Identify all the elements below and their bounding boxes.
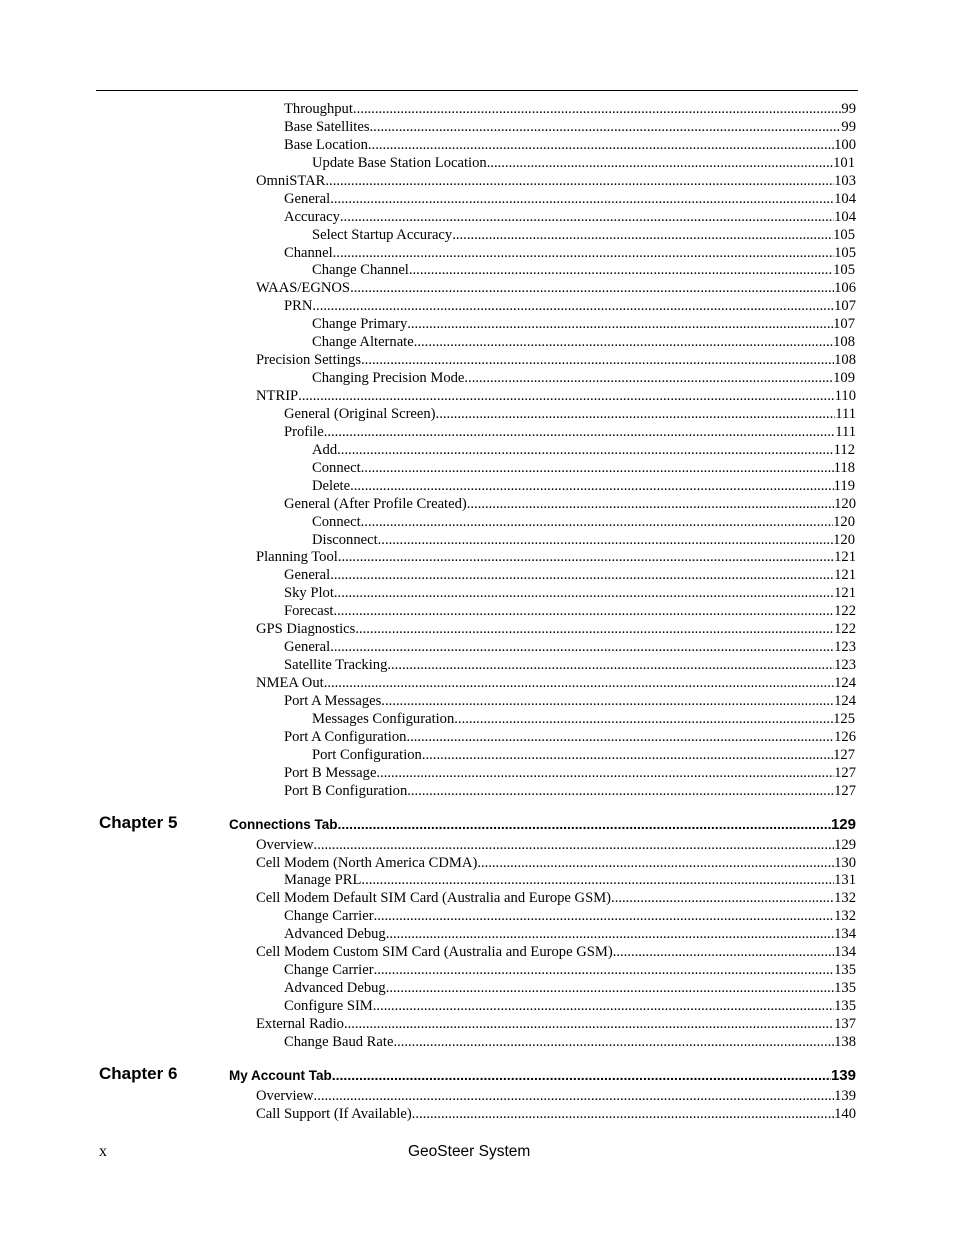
dot-leader: [611, 890, 834, 908]
toc-entry: [256, 855, 856, 873]
toc-entry: [256, 549, 856, 567]
dot-leader: [334, 585, 834, 603]
chapter-label: Chapter 5: [99, 812, 178, 832]
dot-leader: [452, 227, 833, 245]
dot-leader: [386, 980, 834, 998]
dot-leader: [386, 926, 834, 944]
chapter-label: Chapter 6: [99, 1063, 178, 1083]
dot-leader: [330, 191, 834, 209]
dot-leader: [340, 209, 834, 227]
toc-entry-title: Connect: [312, 513, 361, 530]
toc-entry: [312, 460, 855, 478]
dot-leader: [337, 442, 834, 460]
toc-entry-title: Cell Modem Custom SIM Card (Australia and Europe GSM): [256, 944, 613, 961]
toc-entry: [284, 783, 856, 801]
dot-leader: [330, 639, 834, 657]
toc-entry-title: Call Support (If Available): [256, 1105, 412, 1122]
toc-entry: [284, 729, 856, 747]
toc-entry-page: 126: [834, 728, 856, 745]
toc-entry-page: 135: [834, 998, 856, 1014]
toc-entry-page: 134: [834, 944, 856, 961]
toc-entry: [284, 926, 856, 944]
toc-entry-title: PRN: [284, 298, 313, 315]
toc-entry-page: 127: [834, 764, 856, 781]
toc-entry-page: 100: [834, 136, 856, 153]
toc-entry-title: Throughput: [284, 101, 353, 117]
toc-entry-title: Connect: [312, 459, 361, 476]
toc-entry: [312, 747, 855, 765]
dot-leader: [407, 783, 834, 801]
toc-entry: [284, 191, 856, 209]
toc-entry-title: Port B Message: [284, 764, 377, 781]
toc-entry: [256, 944, 856, 962]
toc-entry: [284, 496, 856, 514]
footer-document-title: GeoSteer System: [408, 1143, 531, 1160]
chapter-page: 139: [830, 1066, 856, 1084]
dot-leader: [361, 872, 834, 890]
toc-entry: [284, 1034, 856, 1052]
dot-leader: [422, 747, 833, 765]
toc-entry-title: Change Primary: [312, 316, 408, 333]
toc-entry-page: 121: [834, 585, 856, 602]
toc-entry-title: NTRIP: [256, 388, 299, 404]
toc-entry: [256, 837, 856, 855]
toc-entry-page: 132: [834, 908, 856, 925]
toc-entry-title: Change Baud Rate: [284, 1033, 394, 1050]
toc-entry-title: Port A Messages: [284, 692, 382, 709]
toc-entry: [284, 585, 856, 603]
dot-leader: [314, 837, 835, 855]
toc-entry-page: 99: [841, 101, 856, 117]
toc-entry-page: 120: [833, 513, 855, 530]
dot-leader: [361, 352, 834, 370]
toc-entry-page: 135: [834, 962, 856, 979]
toc-entry: [284, 639, 856, 657]
toc-entry-title: Forecast: [284, 603, 334, 620]
dot-leader: [409, 262, 833, 280]
dot-leader: [381, 693, 834, 711]
toc-entry: [312, 262, 855, 280]
toc-entry-title: Planning Tool: [256, 549, 338, 566]
toc-entry-title: Change Channel: [312, 262, 409, 279]
toc-entry: [284, 424, 856, 442]
dot-leader: [412, 1106, 834, 1124]
toc-entry: [284, 657, 856, 675]
toc-entry-page: 129: [834, 836, 856, 853]
dot-leader: [464, 370, 833, 388]
toc-entry-page: 122: [834, 603, 856, 620]
toc-entry-title: Add: [312, 441, 338, 458]
toc-entry-page: 107: [833, 316, 855, 333]
dot-leader: [325, 173, 834, 191]
toc-entry-page: 121: [834, 549, 856, 566]
toc-entry-page: 106: [834, 280, 856, 297]
toc-entry-title: Profile: [284, 423, 324, 440]
toc-entry-page: 110: [834, 388, 856, 404]
toc-entry-title: Change Alternate: [312, 334, 414, 351]
toc-entry-page: 127: [833, 746, 855, 763]
toc-entry-title: Channel: [284, 244, 333, 261]
toc-entry-title: General: [284, 190, 331, 207]
toc-entry-title: General (After Profile Created): [284, 495, 467, 512]
dot-leader: [330, 567, 834, 585]
toc-entry-page: 119: [833, 477, 855, 494]
toc-entry: [256, 352, 856, 370]
chapter-title: Connections Tab: [229, 816, 338, 832]
toc-entry-page: 118: [833, 459, 855, 476]
dot-leader: [324, 424, 835, 442]
toc-entry: [256, 173, 856, 191]
dot-leader: [338, 549, 834, 567]
dot-leader: [407, 316, 833, 334]
toc-entry: [284, 908, 856, 926]
toc-entry: [312, 532, 855, 550]
page-footer: [0, 1143, 954, 1165]
dot-leader: [361, 460, 834, 478]
toc-entry-title: Sky Plot: [284, 585, 334, 602]
toc-entry-page: 108: [834, 352, 856, 369]
toc-entry-title: General: [284, 639, 331, 656]
dot-leader: [414, 334, 833, 352]
chapter-page: 129: [830, 815, 856, 833]
dot-leader: [338, 816, 831, 834]
toc-entry: [256, 890, 856, 908]
toc-entry-title: Cell Modem Default SIM Card (Australia and Europe GSM): [256, 890, 612, 907]
toc-entry: [312, 442, 855, 460]
toc-entry: [284, 101, 856, 119]
toc-entry-page: 111: [835, 405, 856, 422]
toc-entry-page: 103: [834, 172, 856, 189]
toc-entry-title: Port A Configuration: [284, 728, 407, 745]
toc-entry-page: 122: [834, 621, 856, 638]
toc-entry: [312, 334, 855, 352]
toc-entry-title: Delete: [312, 477, 351, 494]
toc-entry: [284, 119, 856, 137]
toc-entry-page: 124: [834, 675, 856, 691]
toc-entry-page: 108: [833, 334, 855, 351]
dot-leader: [350, 280, 834, 298]
toc-entry-title: External Radio: [256, 1015, 344, 1032]
header-rule: [96, 90, 858, 91]
toc-entry-title: Change Carrier: [284, 908, 374, 925]
toc-entry-title: Cell Modem (North America CDMA): [256, 854, 478, 871]
toc-entry-title: GPS Diagnostics: [256, 621, 356, 638]
toc-entry-title: Update Base Station Location: [312, 154, 487, 171]
chapter-title: My Account Tab: [229, 1067, 332, 1083]
toc-entry-title: NMEA Out: [256, 675, 324, 691]
toc-entry: [312, 370, 855, 388]
toc-entry-page: 107: [834, 298, 856, 315]
toc-entry: [312, 155, 855, 173]
toc-entry-page: 124: [834, 692, 856, 709]
dot-leader: [467, 496, 834, 514]
toc-entry: [256, 280, 856, 298]
dot-leader: [378, 532, 833, 550]
toc-entry-page: 105: [833, 226, 855, 243]
toc-entry-page: 127: [834, 782, 856, 799]
chapter-5-heading: [0, 801, 954, 837]
toc-entry: [312, 227, 855, 245]
toc-entry-page: 123: [834, 657, 856, 674]
chapter-title-entry: [229, 1067, 856, 1085]
toc-entry-page: 131: [834, 872, 856, 889]
toc-entry-title: WAAS/EGNOS: [256, 280, 351, 297]
dot-leader: [332, 1067, 831, 1085]
dot-leader: [393, 1034, 834, 1052]
toc-entry-title: Base Satellites: [284, 118, 370, 135]
toc-entry: [284, 693, 856, 711]
toc-entry-page: 138: [834, 1033, 856, 1050]
toc-entry-page: 135: [834, 980, 856, 997]
toc-entry-title: Messages Configuration: [312, 710, 455, 727]
dot-leader: [353, 101, 841, 119]
toc-entry-page: 123: [834, 639, 856, 656]
toc-entry-page: 125: [833, 710, 855, 727]
dot-leader: [324, 675, 834, 693]
toc-section-c: [0, 1088, 954, 1124]
toc-entry-page: 120: [833, 531, 855, 548]
toc-entry: [284, 872, 856, 890]
dot-leader: [373, 998, 834, 1016]
toc-entry: [284, 406, 856, 424]
toc-entry-page: 104: [834, 190, 856, 207]
toc-entry-page: 140: [834, 1105, 856, 1122]
toc-entry: [312, 478, 855, 496]
toc-entry: [312, 316, 855, 334]
dot-leader: [370, 119, 842, 137]
toc-entry-page: 99: [841, 118, 856, 135]
toc-entry-page: 101: [833, 154, 855, 171]
toc-entry: [284, 765, 856, 783]
toc-entry: [312, 514, 855, 532]
toc-section-b: [0, 837, 954, 1052]
toc-entry: [256, 1088, 856, 1106]
toc-entry-title: Base Location: [284, 136, 368, 153]
toc-entry: [284, 209, 856, 227]
chapter-title-entry: [229, 816, 856, 834]
toc-entry-title: Advanced Debug: [284, 980, 386, 997]
toc-entry: [284, 603, 856, 621]
toc-entry: [284, 962, 856, 980]
toc-entry-page: 134: [834, 926, 856, 943]
toc-entry: [256, 675, 856, 693]
toc-entry: [284, 998, 856, 1016]
toc-entry-title: Manage PRL: [284, 872, 362, 889]
toc-entry-title: Select Startup Accuracy: [312, 226, 453, 243]
toc-entry: [284, 298, 856, 316]
toc-entry-title: OmniSTAR: [256, 172, 326, 189]
dot-leader: [298, 388, 834, 406]
toc-entry-title: Port Configuration: [312, 746, 422, 763]
toc-entry-page: 137: [834, 1015, 856, 1032]
table-of-contents: [0, 101, 954, 1124]
toc-section-a: [0, 101, 954, 801]
toc-entry-page: 139: [834, 1087, 856, 1104]
toc-entry: [256, 388, 856, 406]
toc-entry-title: Overview: [256, 836, 314, 853]
toc-entry-page: 132: [834, 890, 856, 907]
toc-entry-title: General (Original Screen): [284, 405, 436, 422]
toc-entry-page: 105: [833, 262, 855, 279]
dot-leader: [314, 1088, 835, 1106]
dot-leader: [487, 155, 833, 173]
dot-leader: [350, 478, 834, 496]
dot-leader: [406, 729, 834, 747]
toc-entry-page: 112: [833, 441, 855, 458]
toc-entry: [284, 137, 856, 155]
toc-entry-page: 109: [833, 370, 855, 387]
toc-entry-title: Precision Settings: [256, 352, 361, 369]
dot-leader: [374, 908, 835, 926]
dot-leader: [312, 298, 834, 316]
toc-entry: [256, 621, 856, 639]
toc-entry-title: Port B Configuration: [284, 782, 408, 799]
toc-entry: [256, 1106, 856, 1124]
toc-entry-title: Advanced Debug: [284, 926, 386, 943]
dot-leader: [376, 765, 834, 783]
toc-entry-title: Accuracy: [284, 208, 340, 225]
toc-entry-page: 105: [834, 244, 856, 261]
toc-entry-page: 120: [834, 495, 856, 512]
dot-leader: [387, 657, 834, 675]
dot-leader: [454, 711, 833, 729]
toc-entry-page: 104: [834, 208, 856, 225]
toc-entry: [312, 711, 855, 729]
toc-entry-title: Overview: [256, 1087, 314, 1104]
toc-entry-title: Disconnect: [312, 531, 378, 548]
dot-leader: [355, 621, 834, 639]
dot-leader: [333, 245, 834, 263]
toc-entry-page: 111: [835, 423, 856, 440]
toc-entry-page: 130: [834, 854, 856, 871]
dot-leader: [368, 137, 834, 155]
chapter-6-heading: [0, 1052, 954, 1088]
toc-entry-title: Changing Precision Mode: [312, 370, 465, 387]
dot-leader: [333, 603, 834, 621]
dot-leader: [436, 406, 836, 424]
toc-entry: [256, 1016, 856, 1034]
toc-entry-title: Change Carrier: [284, 962, 374, 979]
dot-leader: [613, 944, 834, 962]
toc-entry: [284, 567, 856, 585]
dot-leader: [374, 962, 835, 980]
toc-entry-title: Satellite Tracking: [284, 657, 388, 674]
footer-page-number: x: [99, 1143, 107, 1160]
toc-entry-title: Configure SIM: [284, 998, 373, 1014]
toc-entry-page: 121: [834, 567, 856, 584]
dot-leader: [344, 1016, 834, 1034]
dot-leader: [361, 514, 833, 532]
toc-entry: [284, 980, 856, 998]
dot-leader: [477, 855, 834, 873]
toc-entry-title: General: [284, 567, 331, 584]
toc-entry: [284, 245, 856, 263]
